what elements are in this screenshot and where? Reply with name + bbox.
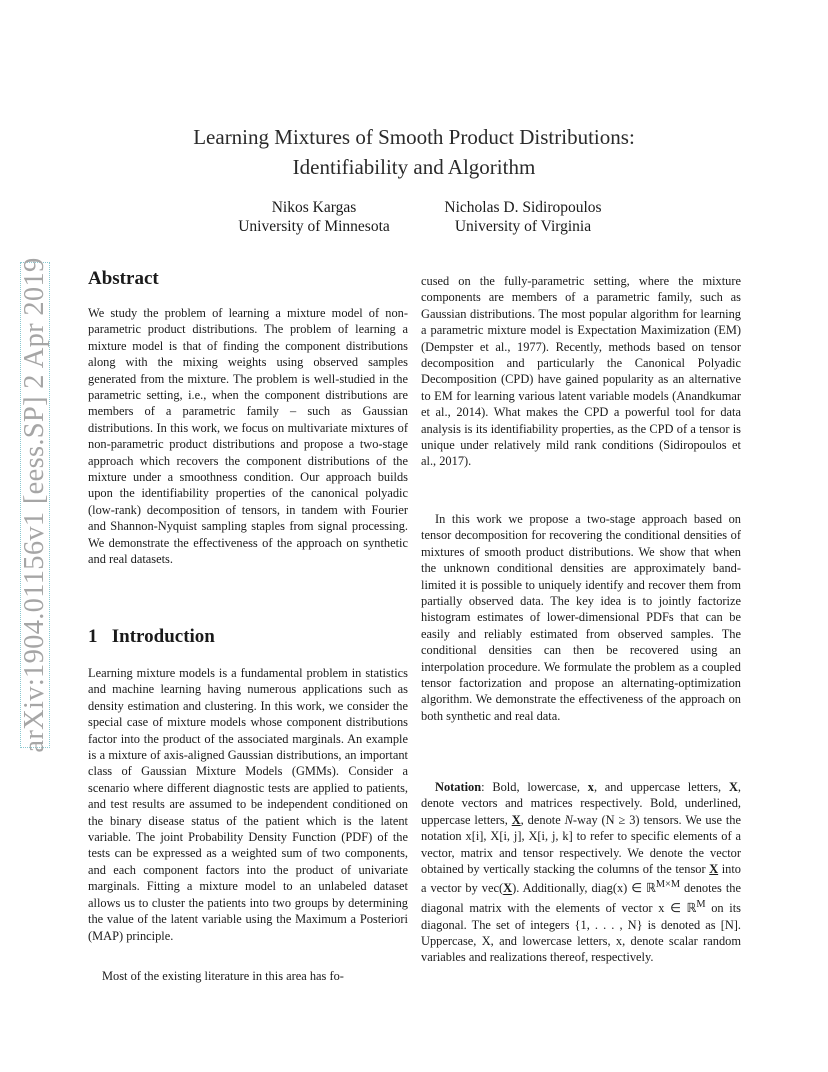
- paper-title-line-2: Identifiability and Algorithm: [292, 155, 536, 179]
- author-2-affiliation: University of Virginia: [454, 218, 592, 235]
- author-1: [218, 198, 410, 236]
- introduction-number: 1: [88, 626, 98, 647]
- intro-paragraph-3: In this work we propose a two-stage approach based on tensor decomposition for recovering the conditional densities of mixtures of smooth product distributions. We show that when the unknown conditional densities are approximately band-limited it is possible to uniquely identify and recover them from partially observed data. The key idea is to jointly factorize histogram estimates of lower-dimensional PDFs that can be easily and reliably estimated from observed samples. The conditional densities can then be recovered using an interpolation procedure. We formulate the problem as a coupled tensor factorization and propose an alternating-optimization algorithm. We demonstrate the effectiveness of the approach on both synthetic and real data.: [421, 512, 741, 723]
- author-1-affiliation: University of Minnesota: [238, 218, 390, 235]
- intro-paragraph-2-continued: cused on the fully-parametric setting, where the mixture components are members of a parametric family, such as Gaussian distributions. The most popular algorithm for learning a parametric mixture model is Expectation Maximization (EM) (Dempster et al., 1977). Recently, methods based on tensor decomposition and particularly the Canonical Polyadic Decomposition (CPD) have gained popularity as an alternative to EM for learning various latent variable models (Anandkumar et al., 2014). What makes the CPD a powerful tool for data analysis is its identifiability properties, as the CPD of a tensor is unique under relatively mild rank conditions (Sidiropoulos et al., 2017).: [421, 274, 741, 469]
- notation-lead: Notation: [435, 780, 482, 794]
- arxiv-identifier: [19, 257, 50, 753]
- author-1-name: Nikos Kargas: [271, 199, 357, 216]
- paper-title: [80, 122, 748, 182]
- author-2: [418, 198, 628, 236]
- notation-paragraph: Notation: Bold, lowercase, x, and uppercase letters, X, denote vectors and matrices respectively. Bold, underlined, uppercase letters, X, denote N-way (N ≥ 3) tensors. We use the notation x[i], X[i, j], X[i, j, k] to refer to specific elements of a vector, matrix and tensor respectively. We denote the vector obtained by vertically stacking the columns of the tensor X into a vector by vec(X). Additionally, diag(x) ∈ ℝ$^{M\times M}$ denotes the diagonal matrix with the elements of vector x ∈ ℝ$^M$ on its diagonal. The set of integers {1, . . . , N} is denoted as [N]. Uppercase, X, and lowercase letters, x, denote scalar random variables and realizations thereof, respectively.: [421, 780, 741, 965]
- introduction-title: Introduction: [111, 626, 215, 647]
- intro-paragraph-1: Learning mixture models is a fundamental problem in statistics and machine learning having numerous applications such as density estimation and clustering. In this work, we consider the special case of mixture models whose component distributions factor into the product of the associated marginals. An example is a mixture of axis-aligned Gaussian distributions, an important class of Gaussian Mixture Models (GMMs). Consider a scenario where different diagnostic tests are applied to patients, and test results are assumed to be independent conditioned on the binary disease status of the patient which is the latent variable. The joint Probability Density Function (PDF) of the tests can be expressed as a weighted sum of two components, and each component factors into the product of univariate marginals. Fitting a mixture model to an unlabeled dataset allows us to cluster the patients into two groups by determining the value of the latent variable using the Maximum a Posteriori (MAP) principle.: [88, 666, 408, 943]
- arxiv-identifier-text: arXiv:1904.01156v1 [eess.SP] 2 Apr 2019: [19, 257, 50, 753]
- abstract-body: We study the problem of learning a mixture model of non-parametric product distributions. The problem of learning a mixture model is that of finding the component distributions along with the mixing weights using observed samples generated from the mixture. The problem is well-studied in the parametric setting, i.e., when the component distributions are members of a parametric family – such as Gaussian distributions. In this work, we focus on multivariate mixtures of non-parametric product distributions and propose a two-stage approach which recovers the component distributions of the mixture under a smoothness condition. Our approach builds upon the identifiability properties of the canonical polyadic (low-rank) decomposition of tensors, in tandem with Fourier and Shannon-Nyquist sampling staples from signal processing. We demonstrate the effectiveness of the approach on synthetic and real datasets.: [88, 306, 408, 567]
- intro-paragraph-2-start: Most of the existing literature in this area has fo-: [102, 969, 344, 983]
- paper-title-line-1: Learning Mixtures of Smooth Product Distributions:: [193, 125, 635, 149]
- author-2-name: Nicholas D. Sidiropoulos: [444, 199, 602, 216]
- introduction-heading: [88, 626, 215, 648]
- abstract-heading: Abstract: [88, 268, 159, 289]
